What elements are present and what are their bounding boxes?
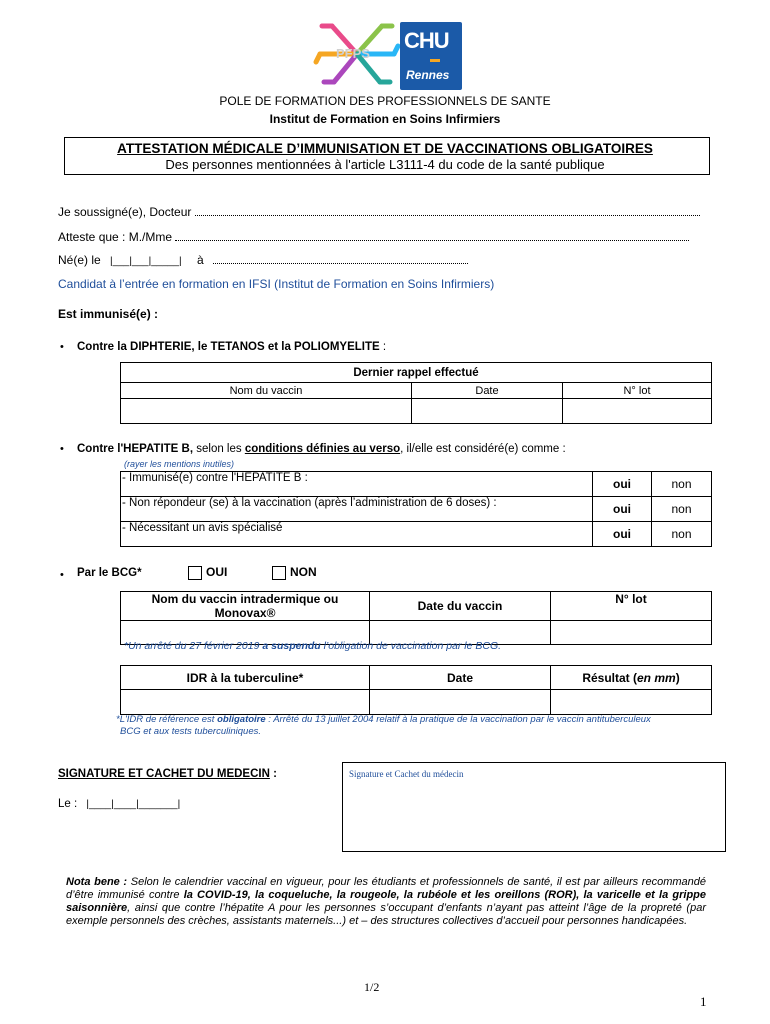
- idr-col-resultat-suffix: ): [675, 670, 680, 685]
- idr-table: [120, 665, 712, 715]
- idr-col-resultat: [551, 666, 712, 690]
- idr-tuberculine-cell[interactable]: [121, 690, 370, 715]
- idr-note: [116, 714, 716, 738]
- institut-heading: Institut de Formation en Soins Infirmiers: [269, 112, 501, 126]
- bcg-table: [120, 591, 712, 645]
- idr-date-cell[interactable]: [370, 690, 551, 715]
- dtp-vaccin-cell[interactable]: [121, 399, 412, 424]
- naissance-line: [58, 253, 468, 267]
- dtp-date-cell[interactable]: [412, 399, 563, 424]
- soussigne-label: Je soussigné(e), Docteur: [58, 205, 192, 219]
- nota-label: Nota bene :: [66, 876, 128, 888]
- bcg-note-bold: a suspendu: [262, 640, 321, 652]
- bcg-col-vaccin: Nom du vaccin intradermique ou Monovax®: [121, 592, 370, 621]
- hepatite-row-label: - Immunisé(e) contre l'HEPATITE B :: [121, 472, 593, 497]
- bcg-col-lot: N° lot: [551, 592, 712, 621]
- birth-place-field[interactable]: [213, 254, 468, 264]
- dtp-lot-cell[interactable]: [563, 399, 712, 424]
- nee-le-label: Né(e) le: [58, 253, 101, 267]
- hepatite-row-oui[interactable]: oui: [593, 522, 652, 547]
- bcg-oui-option[interactable]: [188, 565, 227, 580]
- bcg-non-checkbox[interactable]: [272, 566, 286, 580]
- pole-heading: POLE DE FORMATION DES PROFESSIONNELS DE SANTE: [219, 94, 551, 108]
- dtp-colon: :: [379, 341, 387, 353]
- signature-heading: [58, 768, 277, 780]
- hepatite-label-text2: , il/elle est considéré(e) comme :: [400, 443, 566, 455]
- hepatite-row-non[interactable]: non: [652, 497, 712, 522]
- pfps-logo: [312, 18, 402, 90]
- atteste-label: Atteste que : M./Mme: [58, 230, 173, 244]
- signature-box[interactable]: [342, 762, 726, 852]
- signature-box-label: Signature et Cachet du médecin: [349, 769, 464, 779]
- hepatite-row-non[interactable]: non: [652, 472, 712, 497]
- dtp-col-lot: N° lot: [563, 383, 712, 399]
- docteur-field[interactable]: [195, 206, 700, 216]
- soussigne-line: [58, 205, 700, 219]
- document-subtitle: Des personnes mentionnées à l'article L3111-4 du code de la santé publique: [165, 157, 605, 172]
- birth-date-field[interactable]: |___|___|_____|: [110, 256, 182, 267]
- bullet-bcg: •: [60, 569, 64, 581]
- bcg-label: Par le BCG*: [77, 567, 142, 579]
- hepatite-row-label: - Non répondeur (se) à la vaccination (après l’administration de 6 doses) :: [121, 497, 593, 522]
- patient-name-field[interactable]: [175, 231, 689, 241]
- pfps-logo-text: PFPS: [336, 46, 370, 61]
- hepatite-label-text1: selon les: [193, 443, 245, 455]
- idr-col-resultat-unit: en mm: [637, 670, 676, 685]
- bcg-non-option[interactable]: [272, 565, 317, 580]
- nota-bold-diseases: la COVID-19, la coqueluche, la rougeole, la rubéole et les oreillons (ROR), la varicelle et la grippe saisonnière: [66, 889, 706, 914]
- idr-col-date: Date: [370, 666, 551, 690]
- idr-col-tuberculine: IDR à la tuberculine*: [121, 666, 370, 690]
- bullet-dtp: •: [60, 341, 64, 353]
- idr-note-bold: obligatoire: [217, 714, 266, 725]
- dtp-col-date: Date: [412, 383, 563, 399]
- chu-logo-text: CHU: [404, 28, 449, 53]
- hepatite-table: [120, 471, 712, 547]
- hepatite-conditions-link: conditions définies au verso: [244, 443, 401, 455]
- le-label: Le :: [58, 798, 78, 810]
- nota-bene: [66, 876, 706, 928]
- hepatite-row-oui[interactable]: oui: [593, 497, 652, 522]
- dtp-table-title: Dernier rappel effectué: [121, 363, 712, 383]
- bcg-oui-checkbox[interactable]: [188, 566, 202, 580]
- signature-label: SIGNATURE ET CACHET DU MEDECIN: [58, 768, 270, 780]
- bcg-col-date: Date du vaccin: [370, 592, 551, 621]
- idr-note-line2: BCG et aux tests tuberculiniques.: [120, 726, 261, 737]
- bcg-note-part1: *Un arrêté du 27 février 2019: [124, 640, 263, 652]
- signature-date-field[interactable]: |____|____|_______|: [86, 799, 181, 810]
- signature-date-line: [58, 798, 180, 810]
- hepatite-label-bold: Contre l'HEPATITE B,: [77, 443, 194, 455]
- idr-note-part2: : Arrêté du 13 juillet 2004 relatif à la pratique de la vaccination par le vaccin antituberculeux: [265, 714, 651, 725]
- hepatite-row-non[interactable]: non: [652, 522, 712, 547]
- idr-col-resultat-prefix: Résultat (: [582, 670, 637, 685]
- table-row: [121, 472, 712, 497]
- candidat-text: Candidat à l’entrée en formation en IFSI (Institut de Formation en Soins Infirmiers): [58, 277, 495, 291]
- hepatite-row-label: - Nécessitant un avis spécialisé: [121, 522, 593, 547]
- bullet-hepatite: •: [60, 443, 64, 455]
- dtp-table: [120, 362, 712, 424]
- page-number: 1: [700, 994, 707, 1009]
- document-title: ATTESTATION MÉDICALE D’IMMUNISATION ET DE VACCINATIONS OBLIGATOIRES: [117, 141, 653, 156]
- dtp-col-vaccin: Nom du vaccin: [121, 383, 412, 399]
- bcg-oui-label: OUI: [206, 565, 228, 579]
- signature-colon: :: [269, 768, 277, 780]
- hepatite-note: (rayer les mentions inutiles): [124, 459, 235, 469]
- atteste-line: [58, 230, 689, 244]
- bcg-lot-cell[interactable]: [551, 621, 712, 645]
- chu-logo-bar: [430, 59, 440, 62]
- chu-rennes-logo: [400, 22, 462, 90]
- immunise-heading: Est immunisé(e) :: [58, 307, 159, 321]
- hepatite-label-line: [77, 443, 566, 455]
- dtp-label-line: [77, 341, 386, 353]
- rennes-logo-text: Rennes: [406, 68, 450, 82]
- nota-text-2: , ainsi que contre l’hépatite A pour les personnes s’occupant d’enfants n’ayant pas atteint l’âge de la propreté (par exemple personnels des crèches, assistants maternels...) et – des structures collectives d’accueil pour personnes handicapées.: [66, 902, 706, 927]
- table-row: [121, 522, 712, 547]
- idr-resultat-cell[interactable]: [551, 690, 712, 715]
- bcg-non-label: NON: [290, 565, 317, 579]
- dtp-label: Contre la DIPHTERIE, le TETANOS et la POLIOMYELITE: [77, 341, 380, 353]
- a-label: à: [196, 253, 204, 267]
- idr-note-part1: *L'IDR de référence est: [116, 714, 218, 725]
- bcg-note: [124, 640, 501, 652]
- table-row: [121, 497, 712, 522]
- nota-text-1: Selon le calendrier vaccinal en vigueur, pour les étudiants et professionnels de santé, il est par ailleurs recommandé d’être immunisé contre: [66, 876, 706, 901]
- page-indicator: 1/2: [364, 980, 380, 994]
- hepatite-row-oui[interactable]: oui: [593, 472, 652, 497]
- bcg-note-part2: l’obligation de vaccination par le BCG.: [320, 640, 502, 652]
